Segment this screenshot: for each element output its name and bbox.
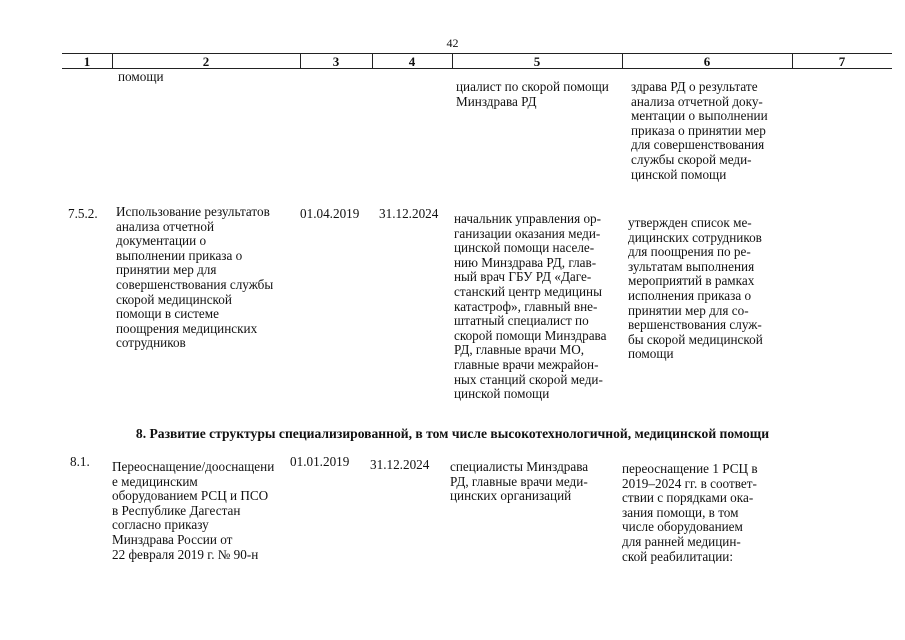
row81-result: переоснащение 1 РСЦ в 2019–2024 гг. в соответ- ствии с порядками ока- зания помощи, в том числе оборудованием для ранней медицин- ской реабилитации:: [622, 461, 758, 564]
row81-measure: Переоснащение/дооснащени е медицинским оборудованием РСЦ и ПСО в Республике Дагестан согласно приказу Минздрава России от 22 февраля 2019 г. № 90-н: [112, 459, 275, 562]
row752-result: утвержден список ме- дицинских сотрудников для поощрения по ре- зультатам выполнения мероприятий в рамках исполнения приказа о принятии мер для со- вершенствования служ- бы скорой медицинской помощи: [628, 215, 763, 362]
row752-start-date: 01.04.2019: [300, 206, 360, 221]
row-number: 7.5.2.: [68, 206, 98, 221]
header-col-7: 7: [838, 54, 846, 69]
header-col-2: 2: [202, 54, 210, 69]
cont-col6: здрава РД о результате анализа отчетной доку- ментации о выполнении приказа о принятии мер для совершенствования службы скорой меди- цинской помощи: [631, 79, 768, 182]
header-col-4: 4: [408, 54, 416, 69]
header-col-1: 1: [83, 54, 91, 69]
cont-col5: циалист по скорой помощи Минздрава РД: [456, 79, 609, 109]
cont-col2: помощи: [118, 69, 164, 84]
row-number: 8.1.: [70, 454, 90, 469]
header-col-5: 5: [533, 54, 541, 69]
row81-start-date: 01.01.2019: [290, 454, 350, 469]
header-col-3: 3: [332, 54, 340, 69]
row752-measure: Использование результатов анализа отчетной документации о выполнении приказа о принятии мер для совершенствования службы скорой медицинской помощи в системе поощрения медицинских сотрудников: [116, 204, 274, 351]
header-col-6: 6: [703, 54, 711, 69]
row752-responsible: начальник управления ор- ганизации оказания меди- цинской помощи населе- нию Минздрава РД, глав- ный врач ГБУ РД «Даге- станский центр медицины катастроф», главный вне- штатный специалист по скорой помощи Минздрава РД, главные врачи МО, главные врачи межрайон- ных станций скорой меди- цинской помощи: [454, 211, 607, 402]
section-title: 8. Развитие структуры специализированной, в том числе высокотехнологичной, медицинской помощи: [135, 426, 770, 441]
row81-responsible: специалисты Минздрава РД, главные врачи меди- цинских организаций: [450, 459, 589, 504]
row752-end-date: 31.12.2024: [379, 206, 439, 221]
row81-end-date: 31.12.2024: [370, 457, 430, 472]
page-number: 42: [446, 36, 459, 50]
